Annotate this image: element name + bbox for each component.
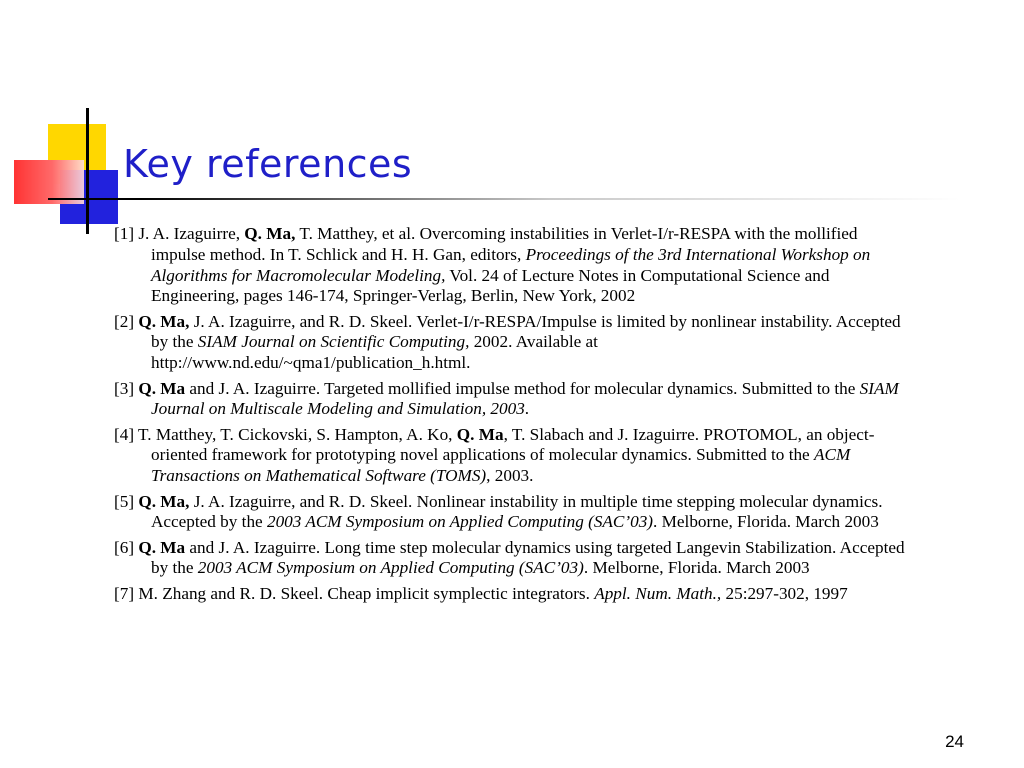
reference-author-highlight: Q. Ma,	[138, 491, 190, 511]
reference-text: 2002. Available at http://www.nd.edu/~qma1/publication_h.html.	[151, 332, 598, 373]
reference-text: J. A. Izaguirre,	[134, 224, 245, 243]
reference-author-highlight: Q. Ma	[138, 378, 186, 398]
reference-item	[114, 538, 914, 580]
reference-item	[114, 584, 914, 605]
reference-text: and J. A. Izaguirre. Long time step molecular dynamics using targeted Langevin Stabilization. Accepted by the	[151, 537, 905, 578]
reference-text: .	[524, 399, 530, 419]
reference-list	[114, 224, 914, 609]
vertical-rule-decoration	[86, 108, 89, 234]
reference-author-highlight: Q. Ma,	[138, 311, 190, 331]
reference-number: [7]	[114, 583, 135, 603]
reference-text: , 2003.	[486, 466, 534, 486]
reference-item	[114, 492, 914, 534]
reference-item	[114, 379, 914, 421]
reference-venue: SIAM Journal on Multiscale Modeling and Simulation, 2003	[151, 378, 899, 419]
reference-text: T. Matthey, et al. Overcoming instabilities in Verlet-I/r-RESPA with the mollified impulse method. In T. Schlick and H. H. Gan, editors,	[151, 224, 858, 264]
reference-item	[114, 312, 914, 374]
reference-number: [5]	[114, 491, 135, 511]
reference-author-highlight: Q. Ma	[138, 537, 186, 557]
reference-author-highlight: Q. Ma	[456, 424, 504, 444]
reference-venue: ACM Transactions on Mathematical Software (TOMS)	[151, 445, 851, 486]
reference-item	[114, 224, 914, 307]
reference-venue: 2003 ACM Symposium on Applied Computing (SAC’03)	[197, 558, 584, 578]
reference-venue: Appl. Num. Math.,	[594, 583, 722, 603]
reference-text: J. A. Izaguirre, and R. D. Skeel. Nonlinear instability in multiple time stepping molecular dynamics. Accepted by the	[151, 491, 883, 532]
slide-title: Key references	[123, 142, 413, 186]
reference-item	[114, 425, 914, 487]
reference-text: M. Zhang and R. D. Skeel. Cheap implicit symplectic integrators.	[134, 583, 595, 603]
title-underline-rule	[48, 198, 960, 200]
corner-ornament	[0, 0, 140, 240]
reference-text: . Melborne, Florida. March 2003	[583, 558, 810, 578]
reference-venue: Proceedings of the 3rd International Workshop on Algorithms for Macromolecular Modeling,	[151, 244, 871, 285]
reference-number: [3]	[114, 378, 135, 398]
reference-venue: 2003 ACM Symposium on Applied Computing (SAC’03)	[266, 512, 654, 532]
reference-text: . Melborne, Florida. March 2003	[653, 512, 879, 532]
reference-number: [2]	[114, 311, 135, 331]
reference-text: J. A. Izaguirre, and R. D. Skeel. Verlet-I/r-RESPA/Impulse is limited by nonlinear instability. Accepted by the	[151, 311, 901, 352]
reference-text: and J. A. Izaguirre. Targeted mollified impulse method for molecular dynamics. Submitted to the	[185, 378, 860, 398]
page-number: 24	[945, 732, 964, 751]
reference-number: [6]	[114, 537, 135, 557]
reference-author-highlight: Q. Ma,	[244, 224, 296, 243]
reference-text: , T. Slabach and J. Izaguirre. PROTOMOL, an object-oriented framework for prototyping novel applications of molecular dynamics. Submitted to the	[151, 424, 875, 465]
reference-number: [4]	[114, 424, 135, 444]
reference-text: Vol. 24 of Lecture Notes in Computational Science and Engineering, pages 146-174, Springer-Verlag, Berlin, New York, 2002	[151, 265, 830, 306]
reference-number: [1]	[114, 224, 135, 243]
reference-text: T. Matthey, T. Cickovski, S. Hampton, A. Ko,	[134, 424, 457, 444]
reference-venue: SIAM Journal on Scientific Computing,	[197, 332, 470, 352]
reference-text: 25:297-302, 1997	[721, 583, 848, 603]
